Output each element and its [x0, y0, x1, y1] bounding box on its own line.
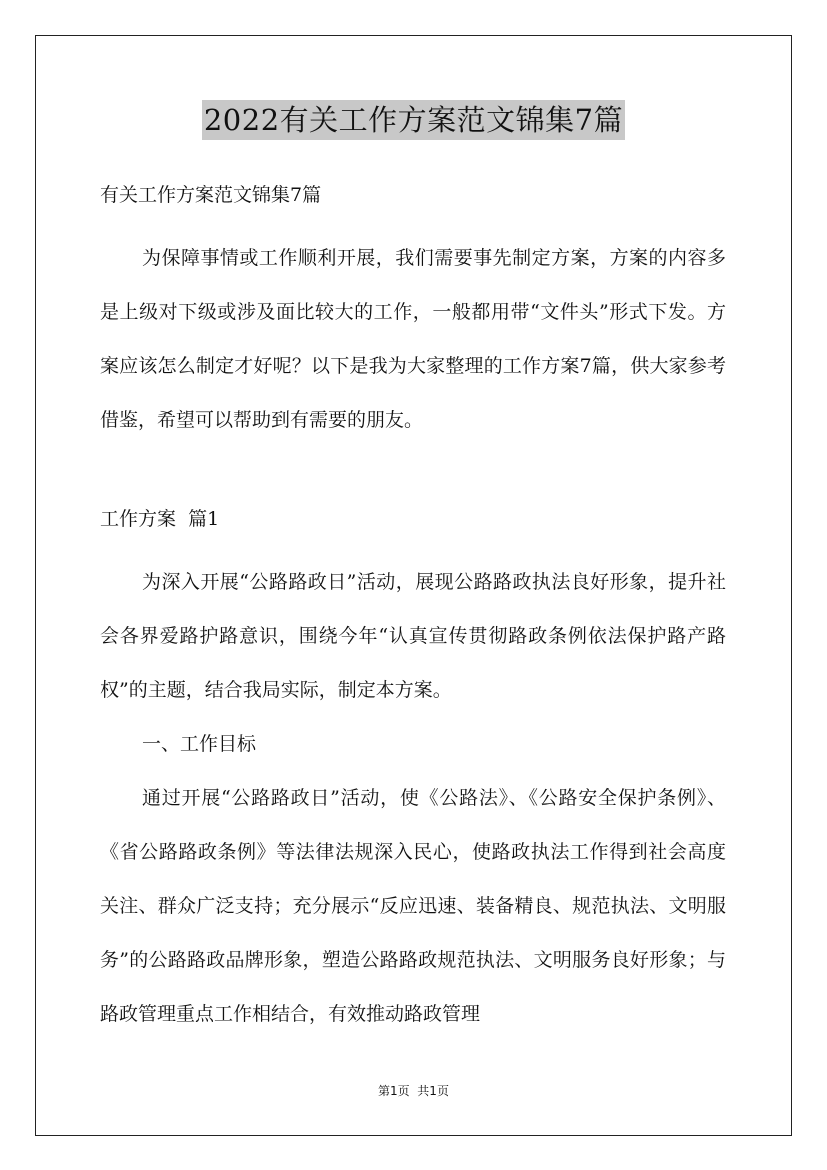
document-subtitle: 有关工作方案范文锦集7篇: [100, 184, 322, 206]
page-number: 第1页 共1页: [378, 1084, 449, 1098]
document-body: [100, 177, 726, 1041]
document-title-text: 2022有关工作方案范文锦集7篇: [202, 100, 625, 140]
document-title: [0, 100, 827, 140]
subheading-goals: 一、工作目标: [142, 733, 257, 755]
section-heading: 工作方案 篇1: [100, 508, 220, 530]
page-footer: [0, 1082, 827, 1099]
section-paragraph-2: 通过开展“公路路政日”活动，使《公路法》、《公路安全保护条例》、《省公路路政条例》等法律法规深入民心，使路政执法工作得到社会高度关注、群众广泛支持；充分展示“反应迅速、装备精良、规范执法、文明服务”的公路路政品牌形象，塑造公路路政规范执法、文明服务良好形象；与路政管理重点工作相结合，有效推动路政管理: [100, 787, 726, 1025]
section-paragraph-1: 为深入开展“公路路政日”活动，展现公路路政执法良好形象，提升社会各界爱路护路意识，围绕今年“认真宣传贯彻路政条例依法保护路产路权”的主题，结合我局实际，制定本方案。: [100, 571, 726, 701]
intro-paragraph: 为保障事情或工作顺利开展，我们需要事先制定方案，方案的内容多是上级对下级或涉及面比较大的工作，一般都用带“文件头”形式下发。方案应该怎么制定才好呢？以下是我为大家整理的工作方案7篇，供大家参考借鉴，希望可以帮助到有需要的朋友。: [100, 247, 726, 431]
